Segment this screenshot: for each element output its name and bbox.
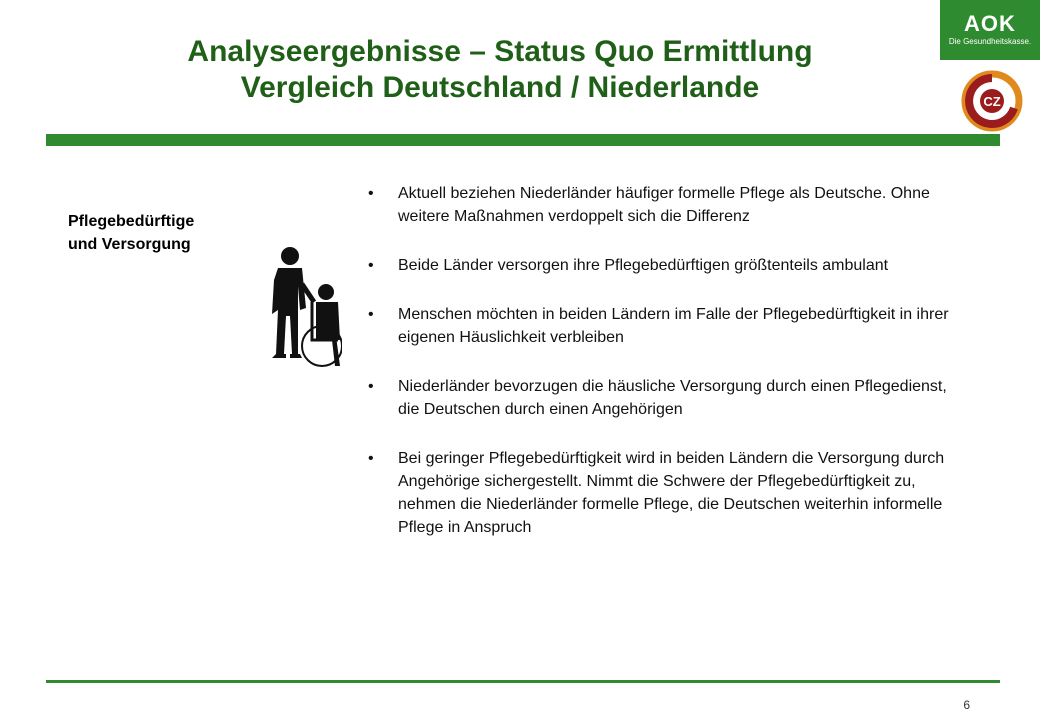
aok-logo-tagline: Die Gesundheitskasse. bbox=[948, 37, 1032, 46]
section-heading-line-1: Pflegebedürftige bbox=[68, 213, 195, 230]
slide-title-line-2: Vergleich Deutschland / Niederlande bbox=[240, 71, 760, 104]
caregiver-wheelchair-icon bbox=[262, 244, 342, 368]
slide-title bbox=[60, 34, 940, 106]
section-heading bbox=[68, 210, 248, 256]
bullet-item: • Menschen möchten in beiden Ländern im Falle der Pflegebedürftigkeit in ihrer eigenen Häuslichkeit verbleiben bbox=[366, 303, 966, 349]
aok-logo bbox=[940, 0, 1040, 60]
bullet-item: • Beide Länder versorgen ihre Pflegebedürftigen größtenteils ambulant bbox=[366, 254, 966, 277]
page-number: 6 bbox=[963, 698, 970, 712]
bullet-item: • Aktuell beziehen Niederländer häufiger formelle Pflege als Deutsche. Ohne weitere Maßnahmen verdoppelt sich die Differenz bbox=[366, 182, 966, 228]
slide-title-line-1: Analyseergebnisse – Status Quo Ermittlung bbox=[187, 35, 813, 68]
cz-logo-text: CZ bbox=[983, 94, 1001, 109]
footer-divider bbox=[46, 680, 1000, 683]
bullet-item: • Niederländer bevorzugen die häusliche Versorgung durch einen Pflegedienst, die Deutschen durch einen Angehörigen bbox=[366, 375, 966, 421]
section-heading-line-2: und Versorgung bbox=[68, 236, 191, 253]
bullet-item: • Bei geringer Pflegebedürftigkeit wird in beiden Ländern die Versorgung durch Angehörige sichergestellt. Nimmt die Schwere der Pflegebedürftigkeit zu, nehmen die Niederländer formelle Pflege, die Deutschen weiterhin informelle Pflege in Anspruch bbox=[366, 447, 966, 539]
aok-logo-mark: AOK bbox=[964, 11, 1016, 36]
cz-logo bbox=[956, 68, 1028, 134]
header-divider bbox=[46, 134, 1000, 146]
bullet-list bbox=[366, 182, 966, 565]
